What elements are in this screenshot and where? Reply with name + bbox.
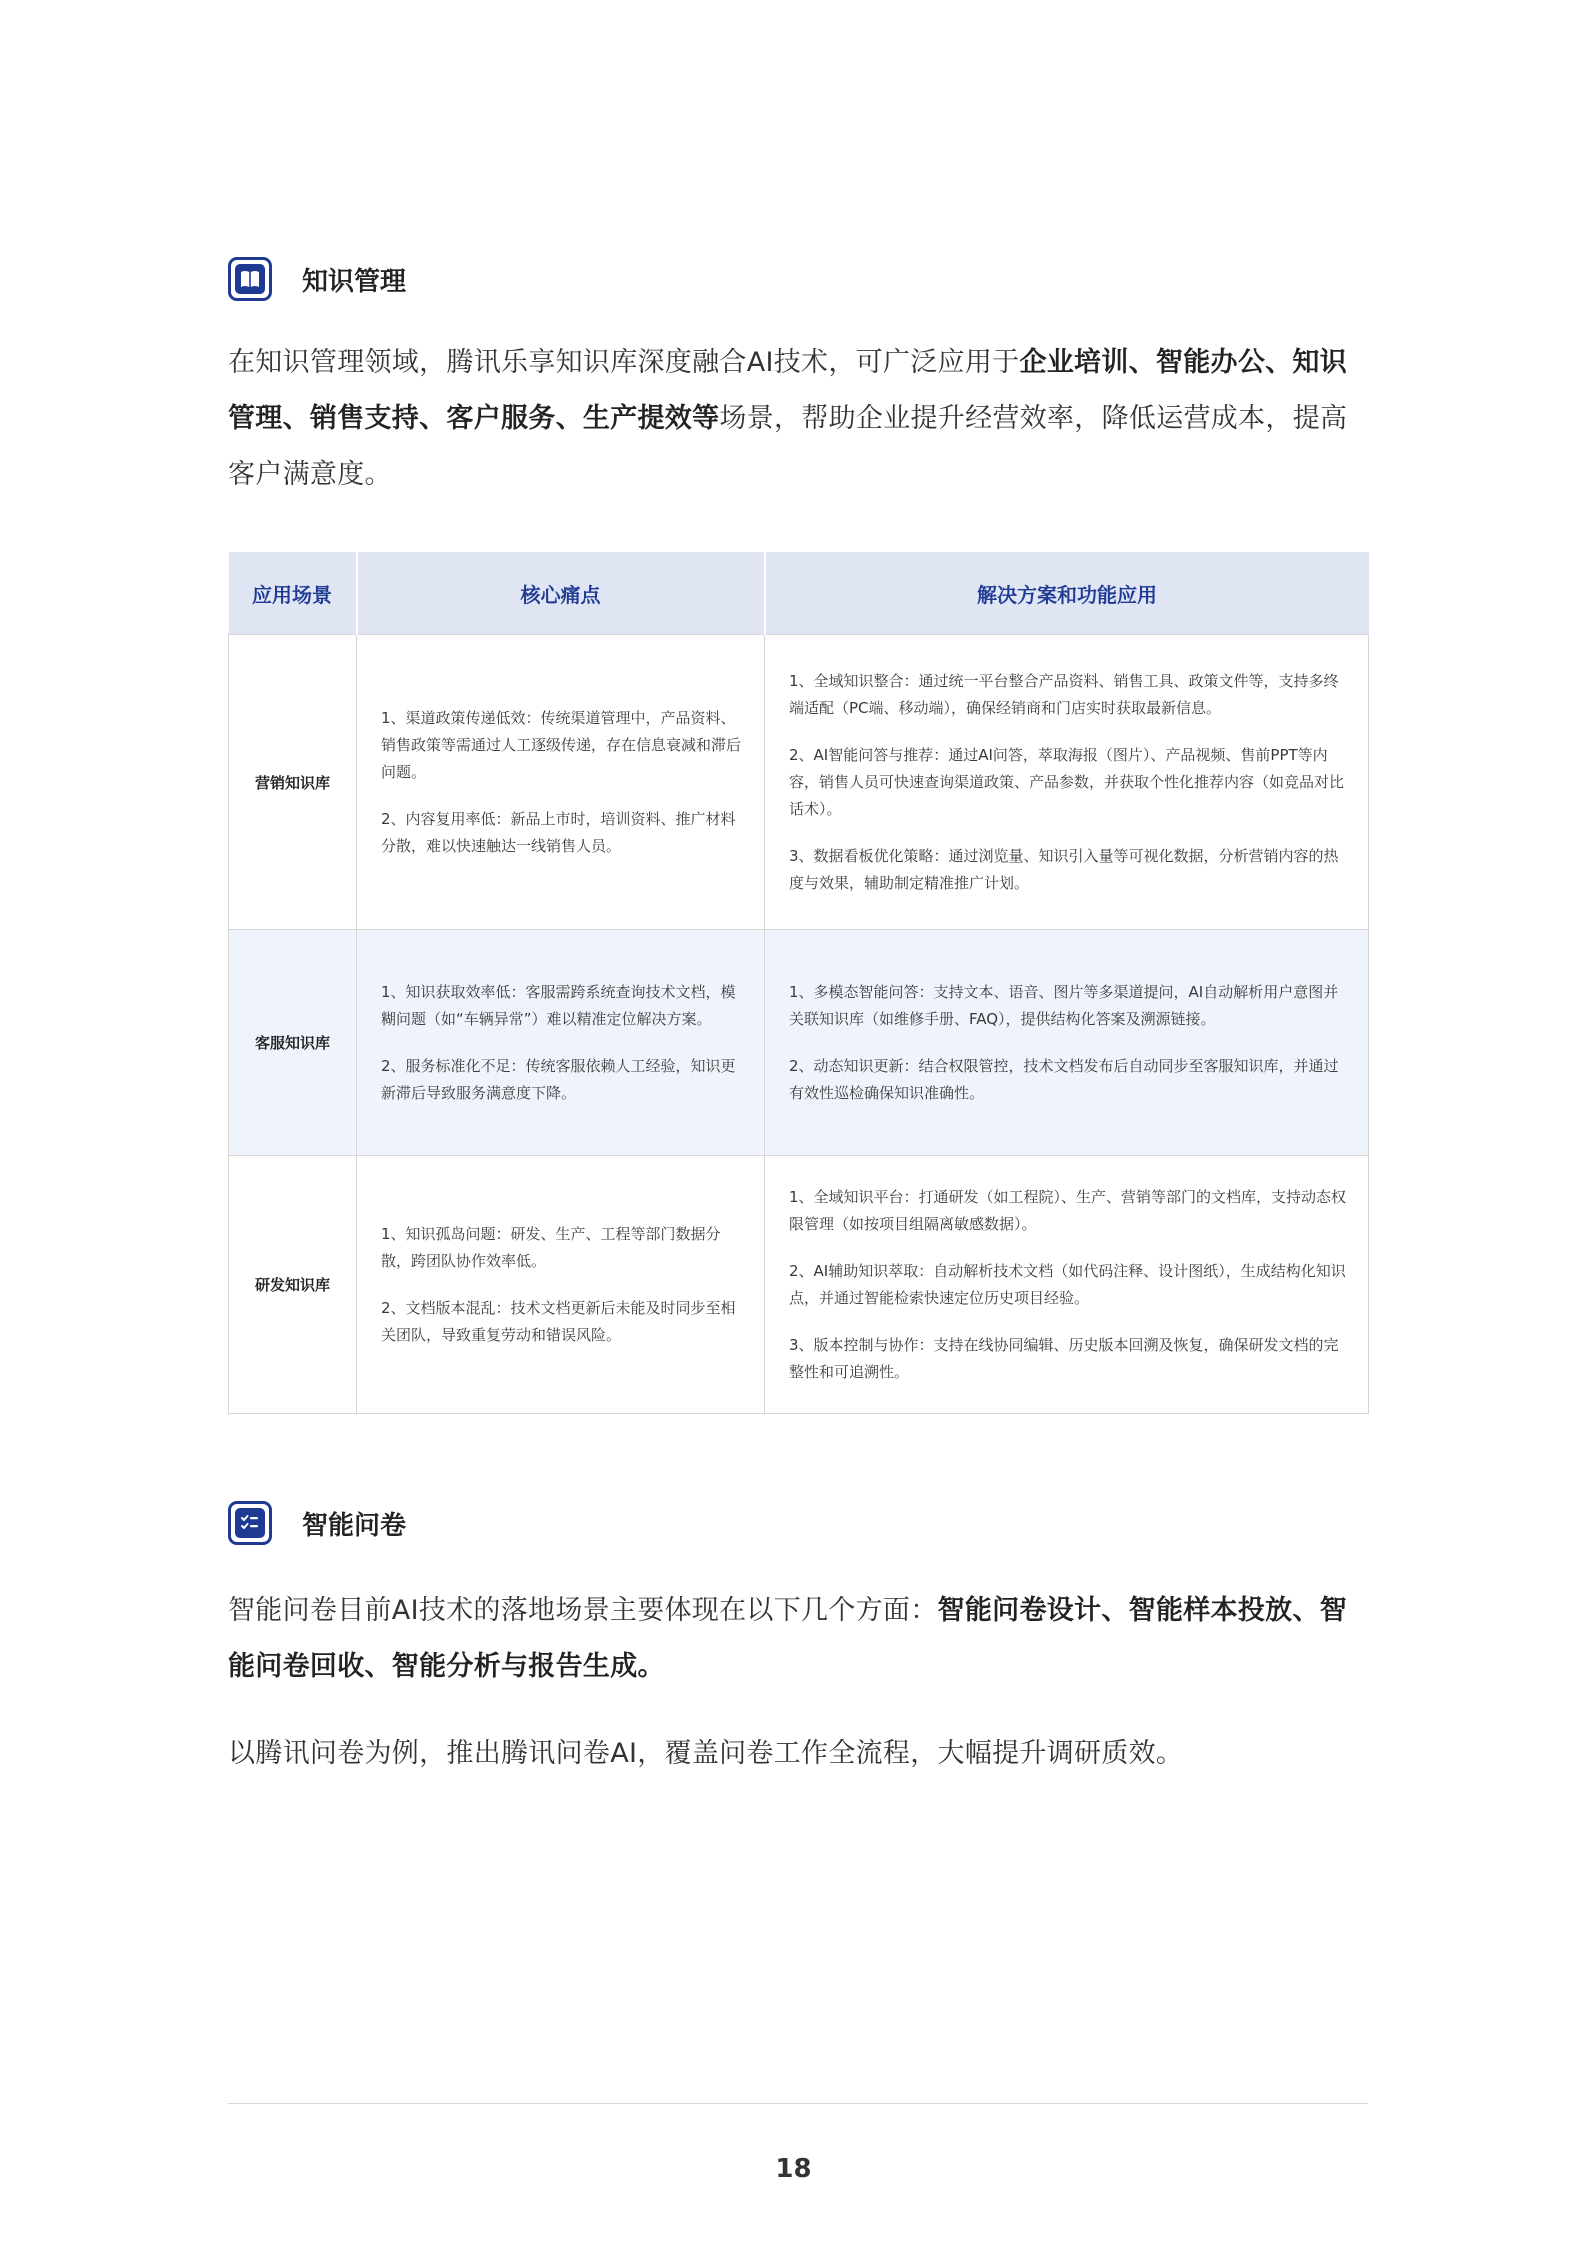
intro-text-part: 场景，帮助企业提升经营效率，降低运营成本，提高客户满意度。 — [228, 403, 1348, 490]
scene-cell: 营销知识库 — [229, 635, 357, 930]
page-number: 18 — [775, 2154, 812, 2184]
pain-item: 1、渠道政策传递低效：传统渠道管理中，产品资料、销售政策等需通过人工逐级传递，存在信息衰减和滞后问题。 — [381, 708, 742, 781]
solution-item: 3、数据看板优化策略：通过浏览量、知识引入量等可视化数据，分析营销内容的热度与效果，辅助制定精准推广计划。 — [789, 846, 1339, 892]
survey-section-title: 智能问卷 — [302, 1510, 407, 1541]
scene-cell: 研发知识库 — [229, 1156, 357, 1414]
knowledge-section-header — [228, 257, 406, 301]
scene-cell: 客服知识库 — [229, 930, 357, 1156]
survey-text-bold: 智能问卷设计、智能样本投放、智能问卷回收、智能分析与报告生成。 — [228, 1595, 1348, 1682]
survey-intro-paragraph — [228, 1583, 1368, 1695]
intro-text-part: 在知识管理领域，腾讯乐享知识库深度融合AI技术，可广泛应用于 — [228, 347, 1020, 378]
solutions-cell — [765, 930, 1369, 1156]
solution-item: 2、动态知识更新：结合权限管控，技术文档发布后自动同步至客服知识库，并通过有效性巡检确保知识准确性。 — [789, 1056, 1339, 1102]
knowledge-intro-paragraph — [228, 335, 1368, 503]
table-row — [229, 635, 1369, 930]
table-header-row — [229, 552, 1369, 635]
solution-item: 1、全域知识平台：打通研发（如工程院）、生产、营销等部门的文档库，支持动态权限管理（如按项目组隔离敏感数据）。 — [789, 1187, 1347, 1233]
pains-cell — [357, 930, 765, 1156]
solutions-cell — [765, 1156, 1369, 1414]
pains-cell — [357, 1156, 765, 1414]
book-icon — [228, 257, 272, 301]
solution-item: 1、全域知识整合：通过统一平台整合产品资料、销售工具、政策文件等，支持多终端适配（PC端、移动端），确保经销商和门店实时获取最新信息。 — [789, 671, 1339, 717]
solution-item: 3、版本控制与协作：支持在线协同编辑、历史版本回溯及恢复，确保研发文档的完整性和可追溯性。 — [789, 1335, 1339, 1381]
solutions-cell — [765, 635, 1369, 930]
survey-section-header — [228, 1501, 406, 1545]
pains-cell — [357, 635, 765, 930]
pain-item: 2、文档版本混乱：技术文档更新后未能及时同步至相关团队，导致重复劳动和错误风险。 — [381, 1298, 736, 1344]
pain-item: 2、服务标准化不足：传统客服依赖人工经验，知识更新滞后导致服务满意度下降。 — [381, 1056, 736, 1102]
solution-item: 2、AI辅助知识萃取：自动解析技术文档（如代码注释、设计图纸），生成结构化知识点，并通过智能检索快速定位历史项目经验。 — [789, 1261, 1346, 1307]
checklist-icon — [228, 1501, 272, 1545]
intro-text-bold: 企业培训、智能办公、知识管理、销售支持、客户服务、生产提效等 — [228, 347, 1348, 434]
pain-item: 2、内容复用率低：新品上市时，培训资料、推广材料分散，难以快速触达一线销售人员。 — [381, 809, 736, 855]
knowledge-scenario-table — [228, 552, 1369, 1414]
table-row — [229, 930, 1369, 1156]
header-solutions: 解决方案和功能应用 — [765, 552, 1369, 635]
header-scene: 应用场景 — [229, 552, 357, 635]
table-row — [229, 1156, 1369, 1414]
pain-item: 1、知识孤岛问题：研发、生产、工程等部门数据分散，跨团队协作效率低。 — [381, 1224, 721, 1270]
header-pains: 核心痛点 — [357, 552, 765, 635]
survey-example-paragraph: 以腾讯问卷为例，推出腾讯问卷AI，覆盖问卷工作全流程，大幅提升调研质效。 — [228, 1738, 1184, 1769]
footer-divider — [228, 2103, 1368, 2104]
survey-text-part: 智能问卷目前AI技术的落地场景主要体现在以下几个方面： — [228, 1595, 938, 1626]
pain-item: 1、知识获取效率低：客服需跨系统查询技术文档，模糊问题（如“车辆异常”）难以精准定位解决方案。 — [381, 982, 736, 1028]
knowledge-section-title: 知识管理 — [302, 266, 407, 297]
solution-item: 1、多模态智能问答：支持文本、语音、图片等多渠道提问，AI自动解析用户意图并关联知识库（如维修手册、FAQ），提供结构化答案及溯源链接。 — [789, 982, 1339, 1028]
solution-item: 2、AI智能问答与推荐：通过AI问答，萃取海报（图片）、产品视频、售前PPT等内容，销售人员可快速查询渠道政策、产品参数，并获取个性化推荐内容（如竞品对比话术）。 — [789, 745, 1345, 818]
